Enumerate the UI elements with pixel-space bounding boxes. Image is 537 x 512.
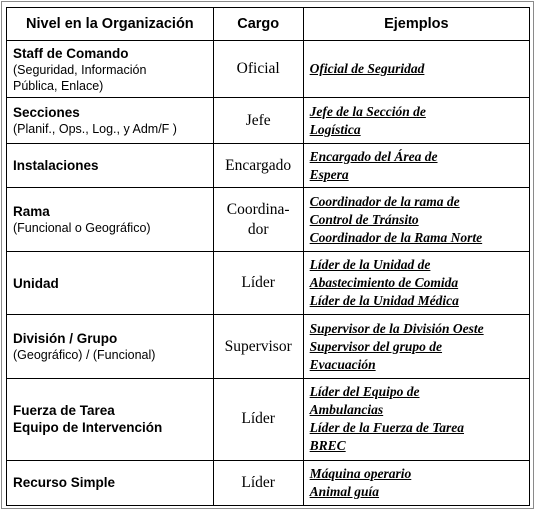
nivel-name: División / Grupo [13,331,118,347]
ejemplos-cell [303,143,529,187]
ejemplo-link[interactable]: Animal guía [309,483,380,499]
nivel-cell [7,378,214,460]
cargo-cell: Encargado [213,143,303,187]
nivel-name: Secciones [13,105,80,121]
nivel-name: Staff de Comando [13,45,129,61]
nivel-cell [7,41,214,98]
ejemplo-link[interactable]: Máquina operario [309,465,412,481]
nivel-cell [7,315,214,379]
nivel-name: Unidad [13,275,59,291]
ejemplo-link[interactable]: Oficial de Seguridad [309,61,425,77]
ejemplos-cell [303,188,529,252]
ejemplo-link[interactable]: Supervisor de la División Oeste [309,320,484,336]
cargo-cell: Líder [213,460,303,505]
nivel-cell [7,251,214,315]
header-ejemplos: Ejemplos [303,8,529,41]
header-nivel: Nivel en la Organización [7,8,214,41]
ejemplos-cell [303,460,529,505]
table-row [7,143,530,187]
table-row [7,460,530,505]
ejemplo-link[interactable]: Coordinador de la Rama Norte [309,229,483,245]
cargo-cell: Supervisor [213,315,303,379]
nivel-cell [7,143,214,187]
table-row [7,378,530,460]
ejemplos-cell [303,378,529,460]
table-row [7,98,530,143]
nivel-name: Fuerza de Tarea Equipo de Intervención [13,403,163,436]
table-row [7,315,530,379]
table-row [7,251,530,315]
nivel-detail: (Seguridad, Información Pública, Enlace) [13,62,147,93]
cargo-cell: Oficial [213,41,303,98]
ejemplos-cell [303,251,529,315]
cargo-cell: Coordina- dor [213,188,303,252]
table-row [7,41,530,98]
ejemplo-link[interactable]: Supervisor del grupo de Evacuación [309,338,443,372]
nivel-name: Instalaciones [13,158,99,174]
ejemplo-link[interactable]: Encargado del Área de Espera [309,148,438,182]
header-row [7,8,530,41]
nivel-cell [7,98,214,143]
cargo-cell: Líder [213,251,303,315]
ejemplos-cell [303,98,529,143]
table-row [7,188,530,252]
ejemplo-link[interactable]: Líder de la Unidad de Abastecimiento de Comida [309,257,459,291]
nivel-detail: (Planif., Ops., Log., y Adm/F ) [13,122,177,137]
cargo-cell: Líder [213,378,303,460]
nivel-cell [7,460,214,505]
nivel-name: Recurso Simple [13,475,116,491]
header-cargo: Cargo [213,8,303,41]
nivel-name: Rama [13,204,50,219]
nivel-detail: (Funcional o Geográfico) [13,221,151,235]
nivel-cell [7,188,214,252]
ejemplo-link[interactable]: Jefe de la Sección de Logística [309,103,426,137]
ejemplo-link[interactable]: Líder de la Fuerza de Tarea BREC [309,420,465,454]
ejemplos-cell [303,315,529,379]
nivel-detail: (Geográfico) / (Funcional) [13,348,156,363]
ejemplos-cell [303,41,529,98]
ejemplo-link[interactable]: Líder del Equipo de Ambulancias [309,384,420,418]
ejemplo-link[interactable]: Líder de la Unidad Médica [309,293,459,309]
cargo-cell: Jefe [213,98,303,143]
ejemplo-link[interactable]: Coordinador de la rama de Control de Tránsito [309,193,460,227]
organization-levels-table [6,7,530,506]
